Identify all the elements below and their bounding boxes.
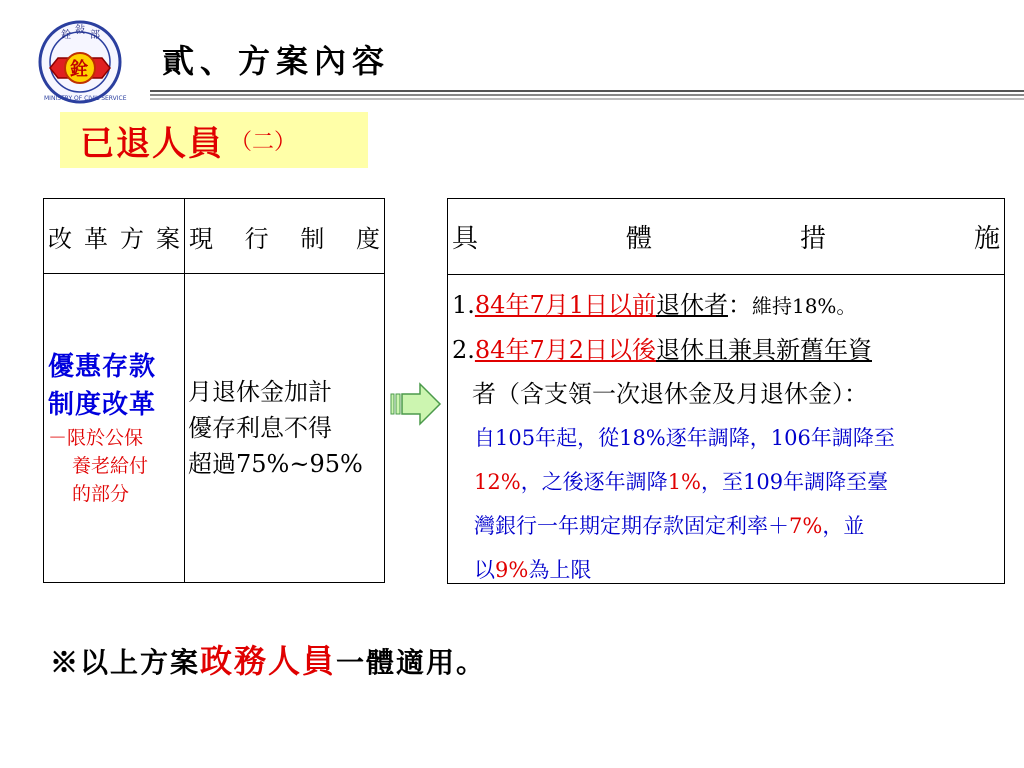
right-arrow-icon: [390, 382, 442, 426]
measure-detail-line1: 自105年起，從18%逐年調降，106年調降至: [474, 426, 895, 450]
item1-number: 1.: [452, 291, 475, 319]
specific-measures-table: [447, 198, 1005, 584]
current-system-cell: [185, 274, 385, 583]
item2-date: 84年7月2日以後: [474, 336, 656, 364]
measure-detail-line3: [452, 504, 998, 548]
current-line3: 超過75%~95%: [188, 450, 363, 478]
footer-note: [50, 636, 486, 682]
measure-detail-line4: [452, 548, 998, 592]
item1-date: 84年7月1日以前: [474, 291, 656, 319]
detail2-b: ，至109年調降至臺: [701, 470, 889, 494]
detail3-a: 灣銀行一年期定期存款固定利率＋: [474, 514, 789, 538]
rate-12: 12%: [474, 470, 521, 494]
item1-colon: ：: [727, 291, 752, 319]
measure-item-2-cont: 者（含支領一次退休金及月退休金）：: [472, 380, 868, 408]
col-header-reform-plan: 改革方案: [44, 199, 185, 274]
page-title: 貳、方案內容: [162, 42, 391, 80]
svg-text:銓: 銓: [61, 30, 71, 41]
plan-note-line1: －限於公保: [48, 427, 144, 449]
section-title: 已退人員: [80, 123, 224, 164]
col-header-current-system: 現 行 制 度: [185, 199, 385, 274]
detail2-a: ，之後逐年調降: [520, 470, 668, 494]
plan-note-line3: 的部分: [72, 483, 130, 505]
specific-measures-header: [448, 199, 1004, 275]
footer-suffix: 一體適用。: [336, 646, 487, 679]
footer-highlight: 政務人員: [200, 642, 337, 680]
rate-1: 1%: [667, 470, 702, 494]
reform-plan-cell: [44, 274, 185, 583]
current-line2: 優存利息不得: [188, 414, 332, 442]
section-heading: [60, 112, 368, 168]
measure-detail-line2: [452, 460, 998, 504]
rate-9: 9%: [495, 558, 529, 582]
svg-text:部: 部: [90, 30, 100, 41]
section-subtitle: （二）: [230, 129, 297, 155]
header-char-1: 具: [452, 224, 479, 254]
svg-text:敍: 敍: [75, 25, 85, 36]
ministry-logo: [36, 18, 144, 106]
plan-title-line1: 優惠存款: [48, 352, 157, 382]
measure-item-2: [452, 328, 998, 372]
rate-7: 7%: [789, 514, 823, 538]
header-char-2: 體: [625, 224, 652, 254]
measure-item-1: [452, 283, 998, 328]
current-line1: 月退休金加計: [188, 378, 332, 406]
plan-note-line2: 養老給付: [72, 455, 149, 477]
header-divider: [150, 90, 1024, 100]
header-char-3: 措: [799, 224, 826, 254]
svg-text:MINISTRY OF CIVIL SERVICE: MINISTRY OF CIVIL SERVICE: [44, 95, 127, 102]
current-system-table: [43, 198, 385, 583]
footer-prefix: ※以上方案: [50, 646, 201, 679]
item1-rule: 維持18%。: [751, 294, 857, 318]
detail3-b: ，並: [822, 514, 865, 538]
plan-title-line2: 制度改革: [48, 390, 157, 420]
item2-subject: 退休且兼具新舊年資: [655, 336, 872, 364]
detail4-a: 以: [474, 558, 495, 582]
logo-emblem-char: 銓: [70, 59, 88, 80]
item2-number: 2.: [452, 336, 475, 364]
header-char-4: 施: [973, 224, 1000, 254]
detail4-b: 為上限: [528, 558, 592, 582]
item1-subject: 退休者: [655, 291, 728, 319]
